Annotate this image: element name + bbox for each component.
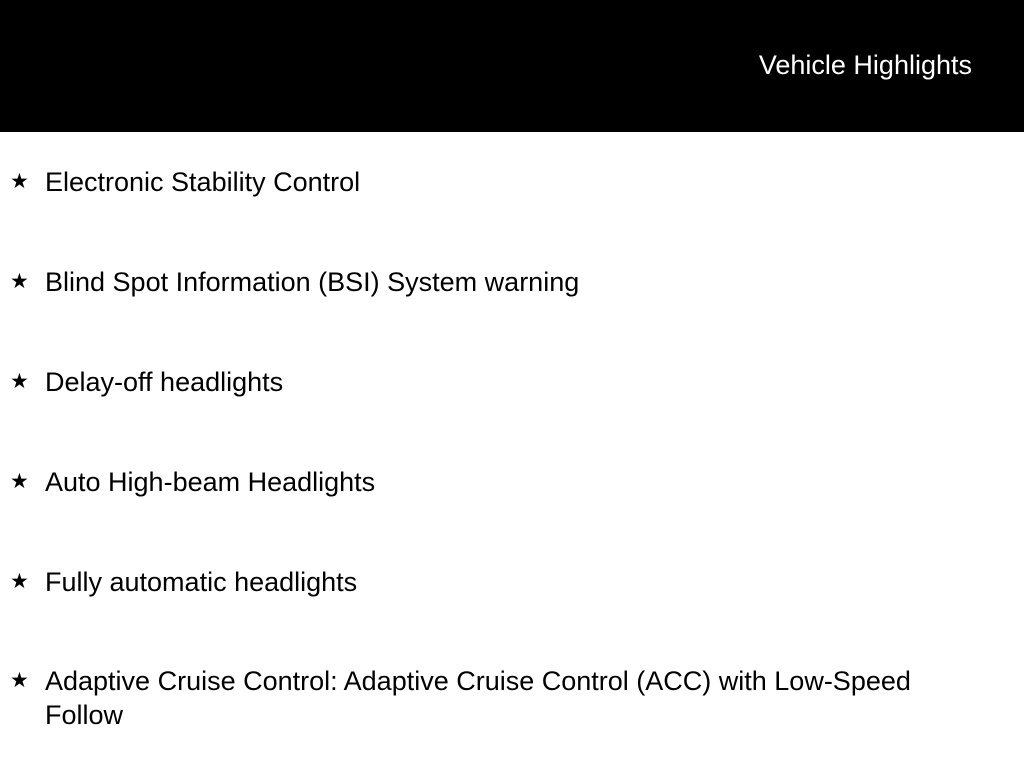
star-icon: ★	[10, 269, 29, 293]
highlight-label: Fully automatic headlights	[45, 567, 358, 597]
highlight-label: Electronic Stability Control	[45, 167, 361, 197]
highlight-label: Blind Spot Information (BSI) System warning	[45, 267, 580, 297]
star-icon: ★	[10, 169, 29, 193]
highlight-label: Delay-off headlights	[45, 367, 284, 397]
highlight-label: Auto High-beam Headlights	[45, 467, 376, 497]
page-title: Vehicle Highlights	[758, 50, 972, 80]
star-icon: ★	[10, 569, 29, 593]
star-icon: ★	[10, 668, 29, 692]
star-icon: ★	[10, 469, 29, 493]
highlight-label: Adaptive Cruise Control: Adaptive Cruise Control (ACC) with Low-Speed Follow	[45, 666, 911, 730]
star-icon: ★	[10, 369, 29, 393]
